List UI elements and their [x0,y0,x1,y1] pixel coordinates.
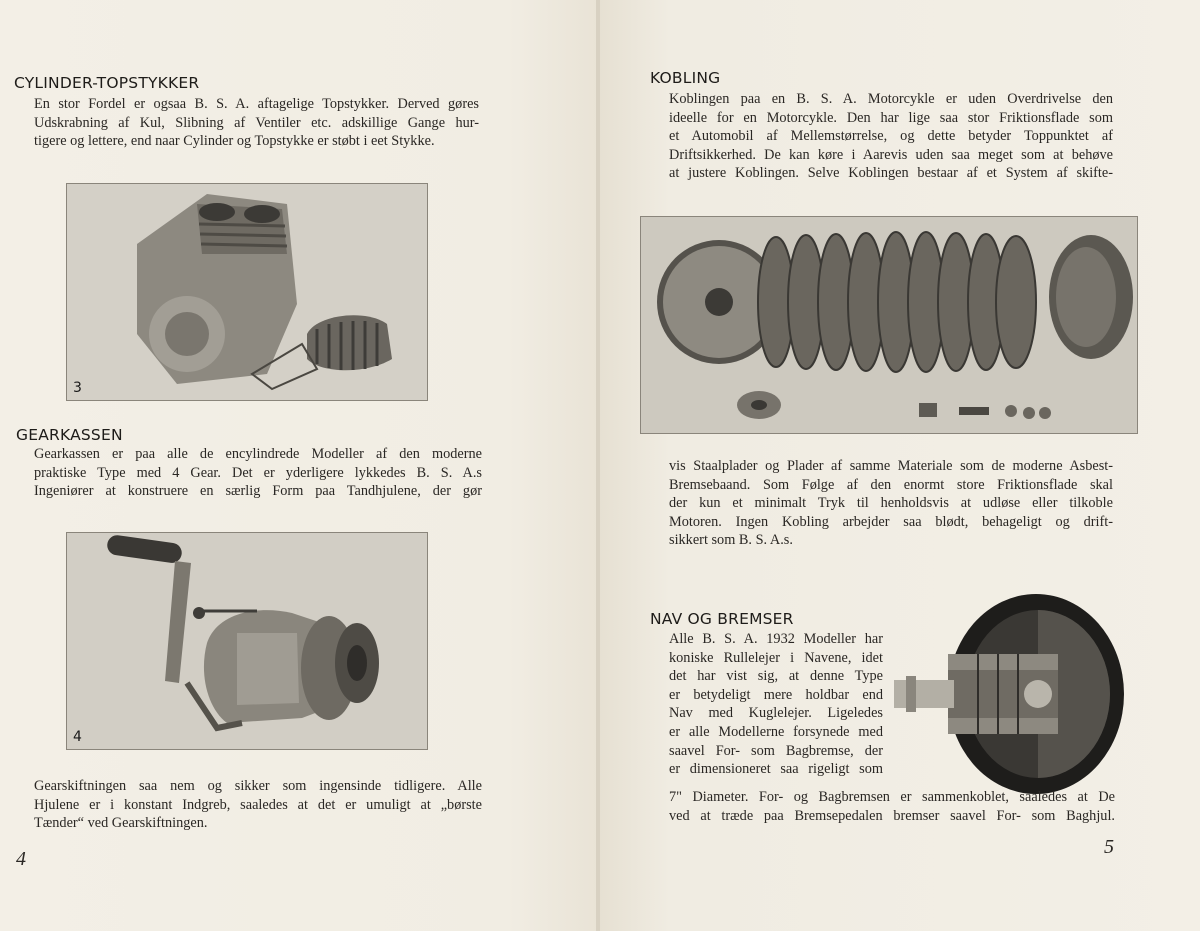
kobling-line: Driftsikkerhed. De kan køre i Aarevis uden saa meget som at behøve [669,146,1113,163]
kobling-line: Koblingen paa en B. S. A. Motorcykle er uden Overdrivelse den [669,91,1113,107]
kobling-paragraph-continued [669,457,1113,550]
nav-paragraph-narrow [669,630,883,779]
kobling-line: vis Staalplader og Plader af samme Materiale som de moderne Asbest- [669,458,1113,474]
nav-line: er dimensioneret saa rigeligt som [669,761,883,778]
heading-nav-og-bremser: NAV OG BREMSER [650,610,794,628]
clutch-photo-icon [641,217,1137,433]
nav-line: Nav med Kuglelejer. Ligeledes [669,705,883,722]
gearkassen-line: Gearskiftningen saa nem og sikker som ingensinde tidligere. Alle [34,778,482,794]
figure-3-number: 3 [73,380,82,396]
kobling-line: et Automobil af Mellemstørrelse, og dette betyder Toppunktet af [669,128,1113,145]
gearkassen-line: Tænder“ ved Gearskiftningen. [34,815,208,832]
engine-photo-icon [67,184,427,400]
page-number-left: 4 [16,848,26,870]
clutch-photo [640,216,1138,434]
cylinder-paragraph [34,95,479,151]
cylinder-line: Udskrabning af Kul, Slibning af Ventiler etc. adskillige Gange hur- [34,114,479,131]
nav-line: ved at træde paa Bremsepedalen bremser saavel For- som Baghjul. [669,807,1115,824]
hub-photo-icon [888,592,1124,796]
gearkassen-line: Gearkassen er paa alle de encylindrede Modeller af den moderne [34,446,482,462]
nav-line: det har vist sig, at denne Type [669,668,883,685]
cylinder-line: tigere og lettere, end naar Cylinder og Topstykke er støbt i eet Stykke. [34,133,435,150]
nav-line: 7" Diameter. For- og Bagbremsen er sammenkoblet, saaledes at De [669,789,1115,805]
kobling-line: ideelle for en Motorcykle. Den har lige saa stor Friktionsflade som [669,109,1113,126]
heading-kobling: KOBLING [650,69,721,87]
engine-photo [66,183,428,401]
page-gutter [596,0,600,931]
gearbox-photo [66,532,428,750]
nav-line: koniske Rullelejer i Navene, idet [669,649,883,666]
page-number-right: 5 [1104,836,1114,858]
heading-cylinder-topstykker: CYLINDER-TOPSTYKKER [14,74,200,92]
gearbox-photo-icon [67,533,427,749]
cylinder-line: En stor Fordel er ogsaa B. S. A. aftagelige Topstykker. Derved gøres [34,96,479,112]
nav-line: er alle Modellerne forsynede med [669,723,883,740]
gearkassen-line: Ingeniører at konstruere en særlig Form paa Tandhjulene, der gør [34,483,482,500]
kobling-paragraph [669,90,1113,183]
kobling-line: sikkert som B. S. A.s. [669,532,793,549]
figure-4-number: 4 [73,729,82,745]
nav-line: Alle B. S. A. 1932 Modeller har [669,631,883,647]
gearkassen-line: praktiske Type med 4 Gear. Det er yderligere lykkedes B. S. A.s [34,464,482,481]
kobling-line: at justere Koblingen. Selve Koblingen bestaar af et System af skifte- [669,165,1113,182]
nav-line: er betydeligt mere holdbar end [669,686,883,703]
kobling-line: Motoren. Ingen Kobling arbejder saa blødt, behageligt og drift- [669,513,1113,530]
gearkassen-paragraph [34,445,482,501]
nav-line: saavel For- som Bagbremse, der [669,742,883,759]
kobling-line: Bremsebaand. Som Følge af den enormt store Friktionsflade skal [669,476,1113,493]
kobling-line: der kun et minimalt Tryk til henholdsvis at udløse eller tilkoble [669,495,1113,512]
hub-photo [888,592,1124,796]
gearkassen-line: Hjulene er i konstant Indgreb, saaledes at det er umuligt at „børste [34,796,482,813]
heading-gearkassen: GEARKASSEN [16,426,123,444]
gearkassen-paragraph-continued [34,777,482,833]
nav-paragraph-wide [669,788,1115,825]
